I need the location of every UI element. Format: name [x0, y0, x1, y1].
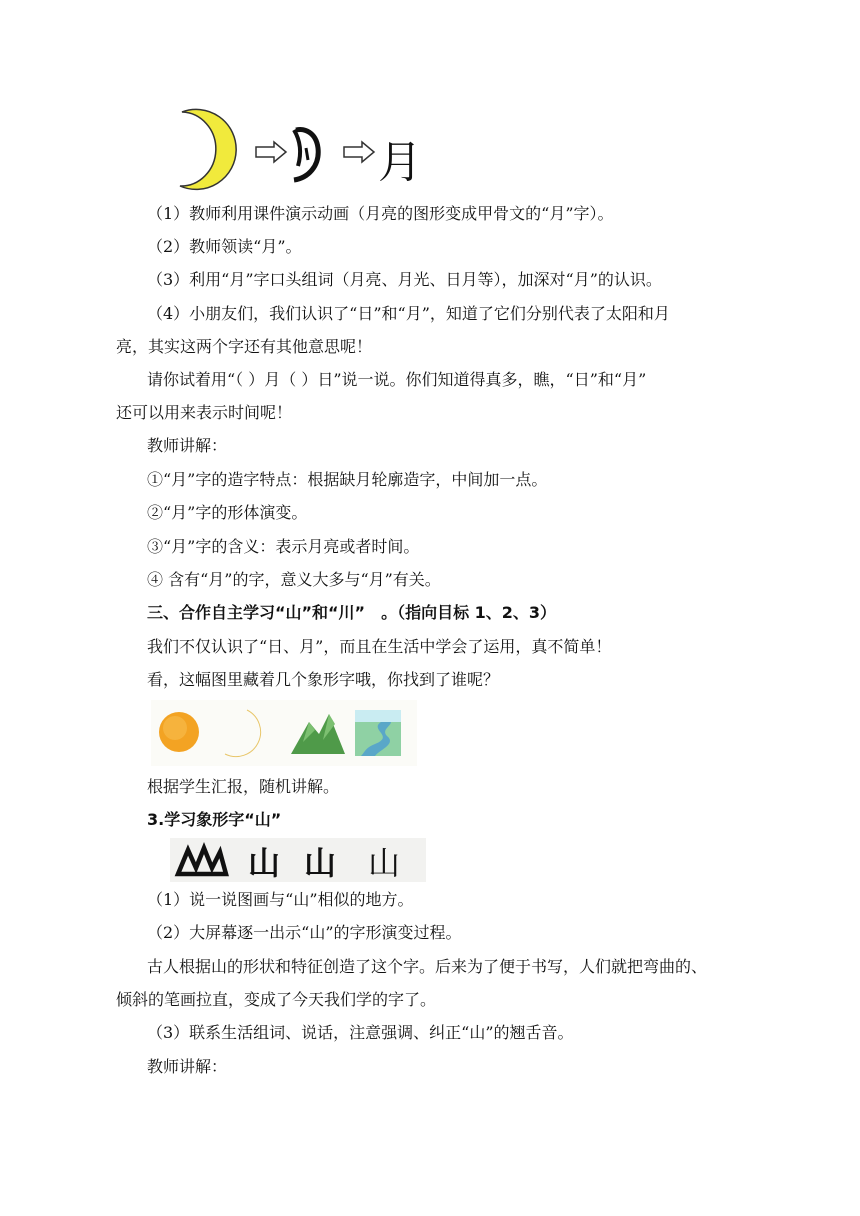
arrow-right-icon [344, 142, 374, 162]
paragraph-16-line-1: 古人根据山的形状和特征创造了这个字。后来为了便于书写，人们就把弯曲的、 [147, 957, 708, 976]
paragraph-3: （3）利用“月”字口头组词（月亮、月光、日月等），加深对“月”的认识。 [147, 270, 662, 289]
paragraph-5-line-1: 请你试着用“（ ）月（ ）日”说一说。你们知道得真多，瞧，“日”和“月” [147, 370, 647, 389]
paragraph-15: （2）大屏幕逐一出示“山”的字形演变过程。 [147, 923, 462, 942]
paragraph-5-line-2: 还可以用来表示时间呢！ [116, 403, 293, 422]
modern-shan-glyph: 山 [368, 844, 401, 882]
crescent-moon-icon [180, 109, 236, 189]
point-3: ③“月”字的含义：表示月亮或者时间。 [147, 537, 420, 556]
paragraph-4-line-2: 亮，其实这两个字还有其他意思呢！ [116, 337, 373, 356]
point-2: ②“月”字的形体演变。 [147, 503, 308, 522]
paragraph-1: （1）教师利用课件演示动画（月亮的图形变成甲骨文的“月”字）。 [147, 204, 614, 223]
arrow-right-icon [256, 142, 286, 162]
paragraph-13: 根据学生汇报，随机讲解。 [147, 777, 340, 796]
paragraph-14: （1）说一说图画与“山”相似的地方。 [147, 890, 414, 909]
paragraph-2: （2）教师领读“月”。 [147, 237, 302, 256]
paragraph-12: 看，这幅图里藏着几个象形字哦，你找到了谁呢？ [147, 670, 500, 689]
crescent-moon-icon [225, 710, 261, 757]
moon-evolution-figure [150, 108, 420, 192]
oracle-moon-glyph-icon [294, 130, 318, 180]
seal-shan-glyph: 山 [304, 844, 337, 882]
point-4: ④ 含有“月”的字，意义大多与“月”有关。 [147, 570, 441, 589]
subsection-heading-shan: 3.学习象形字“山” [147, 810, 282, 829]
paragraph-11: 我们不仅认识了“日、月”，而且在生活中学会了运用，真不简单！ [147, 637, 612, 656]
river-icon [355, 710, 401, 756]
modern-yue-character: 月 [378, 137, 422, 188]
point-1: ①“月”字的造字特点：根据缺月轮廓造字，中间加一点。 [147, 470, 548, 489]
pictograph-objects-figure [151, 700, 417, 766]
shan-evolution-figure [170, 838, 426, 882]
teacher-explanation-label: 教师讲解： [147, 436, 228, 455]
paragraph-4-line-1: （4）小朋友们，我们认识了“日”和“月”，知道了它们分别代表了太阳和月 [147, 304, 670, 323]
mountain-icon [291, 714, 345, 754]
sun-icon [159, 712, 199, 752]
bronze-shan-glyph: 山 [248, 844, 281, 882]
oracle-shan-glyph-icon [178, 848, 226, 874]
paragraph-17: （3）联系生活组词、说话，注意强调、纠正“山”的翘舌音。 [147, 1023, 574, 1042]
section-heading-3: 三、合作自主学习“山”和“川” 。（指向目标 1、2、3） [147, 603, 557, 622]
paragraph-16-line-2: 倾斜的笔画拉直，变成了今天我们学的字了。 [116, 990, 437, 1009]
teacher-explanation-label-2: 教师讲解： [147, 1057, 228, 1076]
